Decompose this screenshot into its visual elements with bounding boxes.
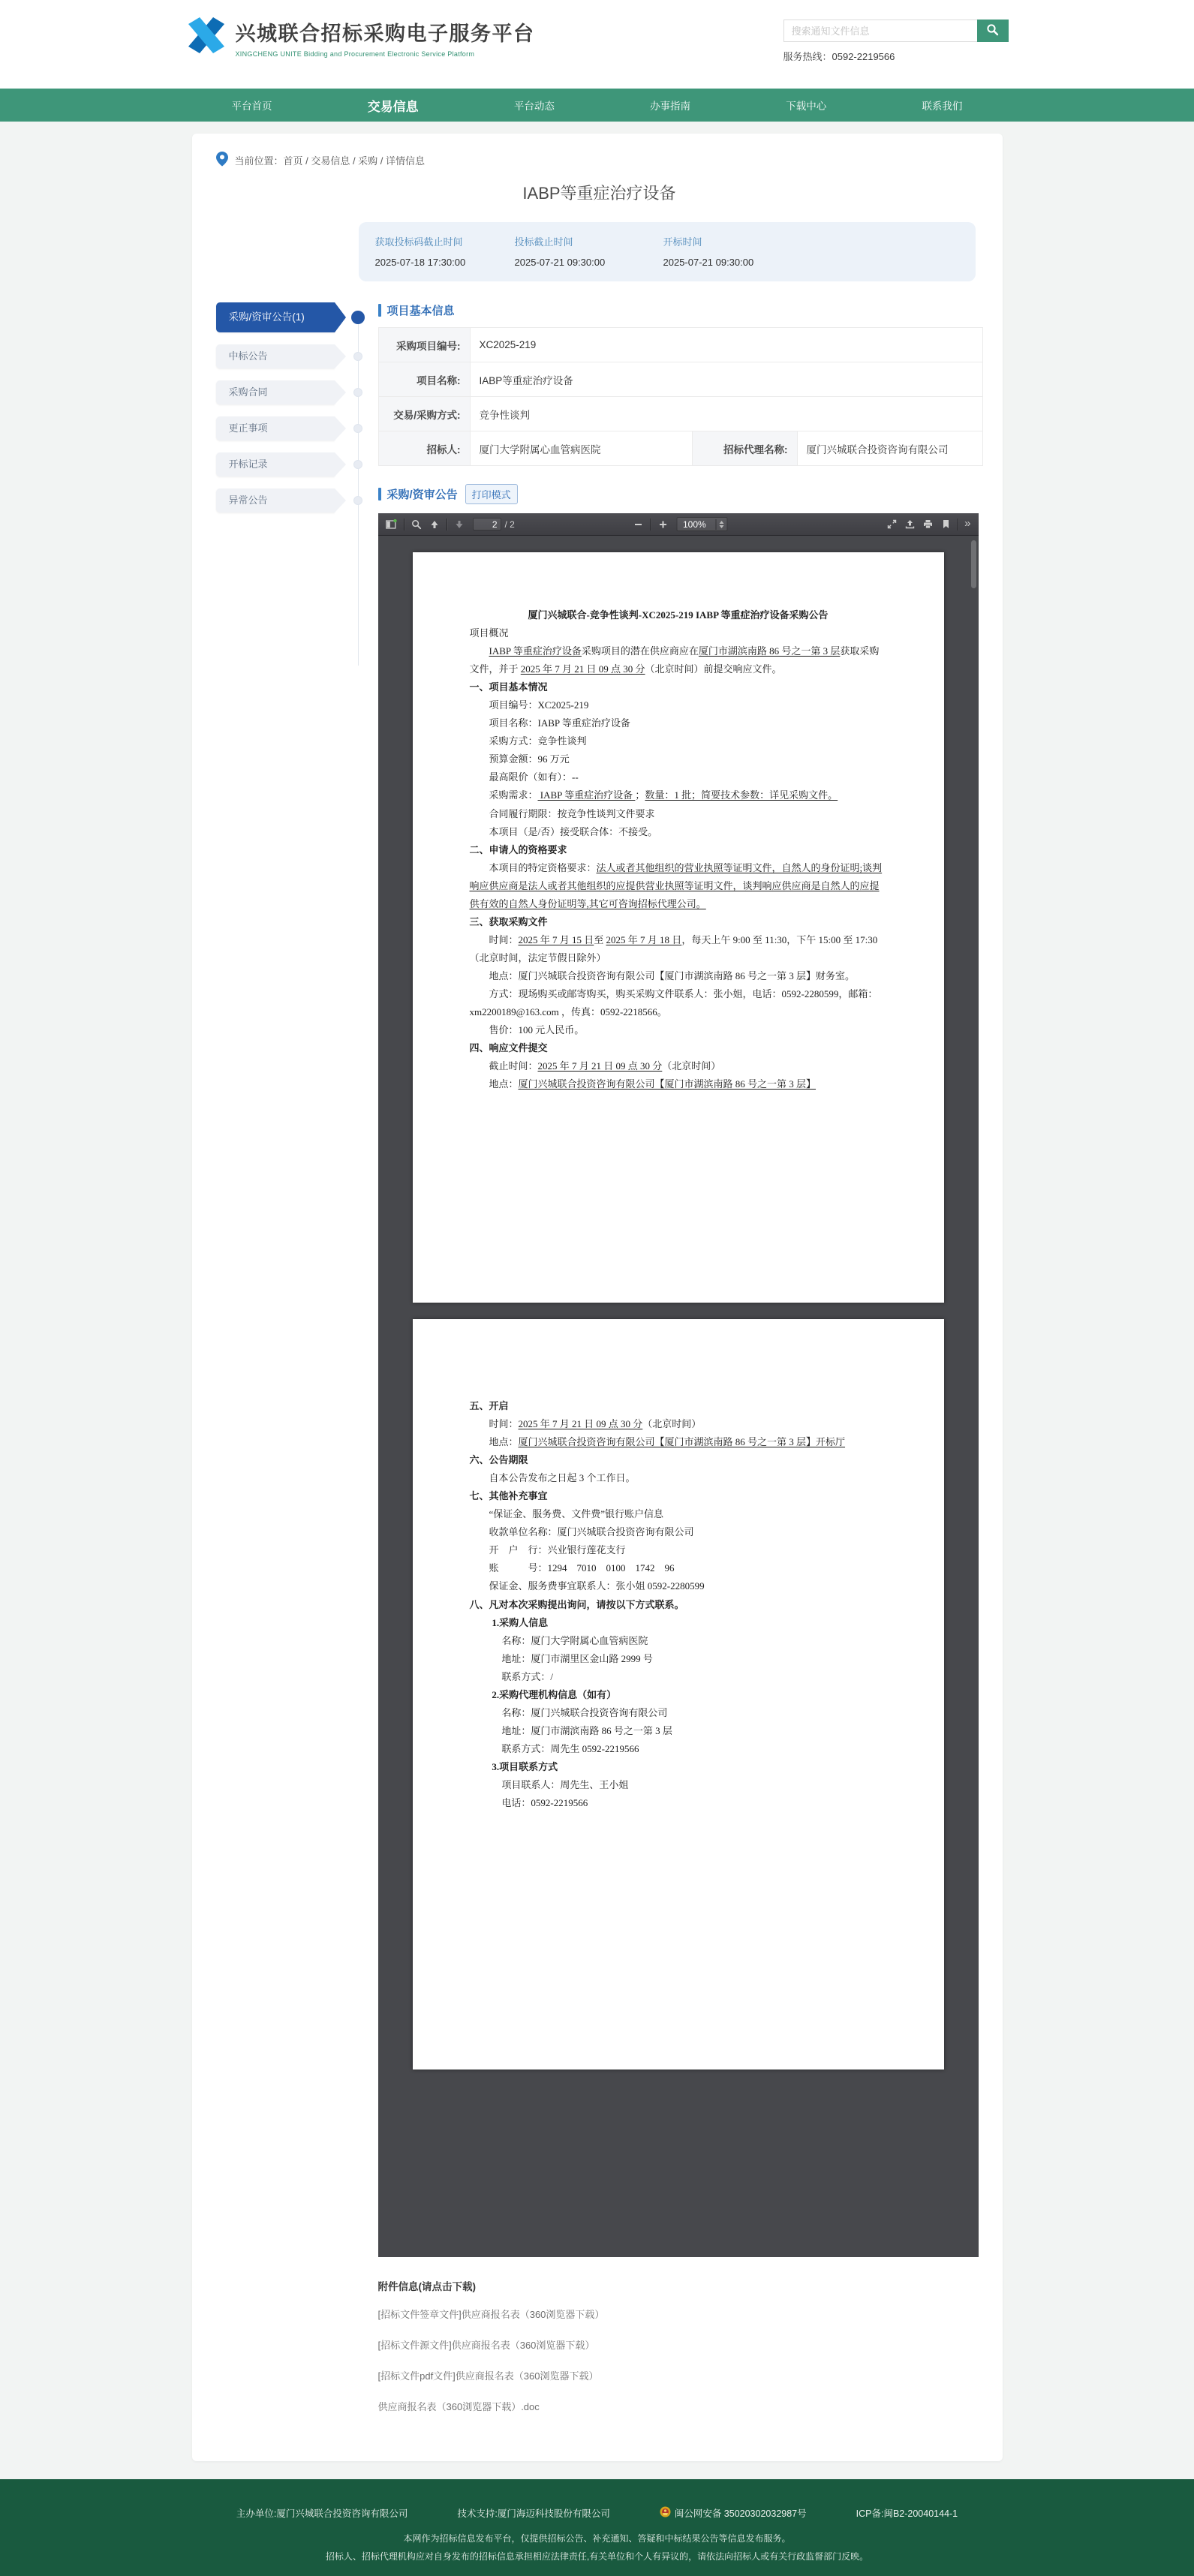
section-bar [378, 304, 381, 317]
agency-value: 厦门兴城联合投资咨询有限公司 [797, 431, 982, 466]
footer-sponsor: 主办单位:厦门兴城联合投资咨询有限公司 [236, 2508, 408, 2519]
nav-item-2[interactable]: 平台动态 [513, 101, 555, 112]
pdf-page-1: 厦门兴城联合-竞争性谈判-XC2025-219 IABP 等重症治疗设备采购公告 项目概况 IABP 等重症治疗设备采购项目的潜在供应商应在厦门市湖滨南路 86 号之一第 3 层获取采购文件，并于 2025 年 7 月 21 日 09 点 30 分（北京时间）前提交响应文件。 一、项目基本情况 项目编号：XC2025-219 项目名称：IABP 等重症治疗设备 采购方式：竞争性谈判 预算金额：96 万元 最高限价（如有）：-- 采购需求： IABP 等重症治疗设备 ；数量：1 批；简要技术参数：详见采购文件。 合同履行期限：按竞争性谈判文件要求 本项目（是/否）接受联合体：不接受。 二、申请人的资格要求 本项目的特定资格要求：法人或者其他组织的营业执照等证明文件，自然人的身份证明;谈判响应供应商是法人或者其他组织的应提供营业执照等证明文件，谈判响应供应商是自然人的应提供有效的自然人身份证明等,其它可咨询招标代理公司。 三、获取采购文件 时间：2025 年 7 月 15 日至 2025 年 7 月 18 日，每天上午 9:00 至 11:30，下午 15:00 至 17:30（北京时间，法定节假日除外） 地点：厦门兴城联合投资咨询有限公司【厦门市湖滨南路 86 号之一第 3 层】财务室。 方式：现场购买或邮寄购买，购买采购文件联系人：张小姐，电话：0592-2280599，邮箱：xm2200189@163.com ，传真：0592-2218566。 售价：100 元人民币。 四、响应文件提交 截止时间：2025 年 7 月 21 日 09 点 30 分（北京时间） 地点：厦门兴城联合投资咨询有限公司【厦门市湖滨南路 86 号之一第 3 层】 [413, 552, 944, 1303]
deadline-label: 投标截止时间 [514, 236, 573, 248]
search-input[interactable] [783, 20, 977, 42]
zoom-spinner-arrows [715, 519, 726, 530]
page-number-input[interactable] [473, 518, 501, 531]
purchase-method-value: 竞争性谈判 [470, 397, 982, 431]
sidebar-item-0[interactable]: 采购/资审公告(1) [216, 302, 335, 332]
footer [0, 2479, 1194, 2576]
search-button[interactable] [977, 20, 1009, 42]
location-pin-icon [216, 152, 228, 169]
sidebar-row-2 [216, 380, 366, 404]
timeline-dot [353, 460, 362, 469]
pdf-viewer [378, 513, 979, 2257]
sidebar-row-4 [216, 452, 366, 476]
main-nav-list [188, 89, 1006, 122]
nav-item-5[interactable]: 联系我们 [922, 101, 963, 112]
public-security-badge-icon [660, 2506, 671, 2520]
platform-subtitle: XINGCHENG UNITE Bidding and Procurement Electronic Service Platform [235, 50, 475, 58]
attachment-link-3[interactable]: 供应商报名表（360浏览器下载）.doc [377, 2401, 540, 2412]
table-row [378, 362, 982, 397]
project-no-value: XC2025-219 [470, 328, 982, 362]
attachment-link-1[interactable]: [招标文件源文件]供应商报名表（360浏览器下载） [377, 2340, 595, 2351]
attachments-title: 附件信息(请点击下载) [377, 2281, 476, 2292]
footer-icp[interactable]: ICP备:闽B2-20040144-1 [856, 2508, 958, 2519]
sidebar-row-0 [216, 302, 366, 332]
nav-item-0[interactable]: 平台首页 [231, 101, 272, 112]
agency-label: 招标代理名称: [692, 431, 797, 466]
deadline-label: 开标时间 [663, 236, 702, 248]
toolbar-separator [404, 519, 405, 531]
pdf-content-area [378, 536, 979, 2257]
sidebar [216, 301, 366, 2430]
sidebar-item-1[interactable]: 中标公告 [216, 344, 335, 368]
deadline-column-1 [515, 234, 663, 268]
table-row [378, 397, 982, 431]
section-bar [378, 488, 381, 500]
logo[interactable] [186, 15, 535, 59]
deadline-value: 2025-07-21 09:30:00 [514, 257, 606, 268]
sidebar-row-3 [216, 416, 366, 440]
table-row [378, 431, 982, 466]
attachment-link-2[interactable]: [招标文件pdf文件]供应商报名表（360浏览器下载） [377, 2370, 599, 2382]
pdf-page-2: 五、开启 时间：2025 年 7 月 21 日 09 点 30 分（北京时间） 地点：厦门兴城联合投资咨询有限公司【厦门市湖滨南路 86 号之一第 3 层】开标厅 六、公告期限 自本公告发布之日起 3 个工作日。 七、其他补充事宜 “保证金、服务费、文件费”银行账户信息 收款单位名称：厦门兴城联合投资咨询有限公司 开 户 行：兴业银行莲花支行 账 号：1294 7010 0100 1742 96 保证金、服务费事宜联系人：张小姐 0592-2280599 八、凡对本次采购提出询问，请按以下方式联系。 1.采购人信息 名称：厦门大学附属心血管病医院 地址：厦门市湖里区金山路 2999 号 联系方式：/ 2.采购代理机构信息（如有） 名称：厦门兴城联合投资咨询有限公司 地址：厦门市湖滨南路 86 号之一第 3 层 联系方式：周先生 0592-2219566 3.项目联系方式 项目联系人：周先生、王小姐 电话：0592-2219566 [413, 1319, 944, 2070]
pdf-pages [378, 552, 979, 2070]
sidebar-list [216, 302, 366, 512]
basic-info-table [378, 327, 983, 466]
tenderee-value: 厦门大学附属心血管病医院 [470, 431, 692, 466]
timeline-dot [353, 496, 362, 505]
timeline-dot [351, 311, 365, 324]
sidebar-row-5 [216, 488, 366, 512]
zoom-out-button[interactable] [629, 516, 647, 533]
section-title-announcement: 采购/资审公告 [386, 488, 458, 501]
logo-x-icon [186, 15, 227, 59]
section-title-basic-info: 项目基本信息 [386, 305, 455, 317]
project-name-label: 项目名称: [378, 362, 470, 397]
print-icon[interactable] [919, 516, 937, 533]
bookmark-icon[interactable] [937, 516, 955, 533]
top-header [0, 0, 1194, 89]
sidebar-row-1 [216, 344, 366, 368]
previous-page-button[interactable] [426, 516, 444, 533]
pdf-scrollbar[interactable] [971, 540, 976, 588]
project-no-label: 采购项目编号: [378, 328, 470, 362]
toolbar-more-button[interactable]: » [964, 517, 971, 530]
nav-item-1[interactable]: 交易信息 [367, 99, 419, 114]
content-card [192, 134, 1003, 2461]
deadline-label: 获取投标码截止时间 [374, 236, 463, 248]
sidebar-item-5[interactable]: 异常公告 [216, 488, 335, 512]
nav-item-3[interactable]: 办事指南 [650, 101, 691, 112]
timeline-dot [353, 352, 362, 361]
sidebar-item-3[interactable]: 更正事项 [216, 416, 335, 440]
purchase-method-label: 交易/采购方式: [378, 397, 470, 431]
pdf-toolbar [378, 513, 979, 536]
footer-security-record[interactable]: 闽公网安备 35020302032987号 [674, 2508, 807, 2519]
platform-title: 兴城联合招标采购电子服务平台 [235, 22, 535, 45]
deadline-info-box [359, 222, 976, 281]
table-row [378, 328, 982, 362]
deadline-value: 2025-07-18 17:30:00 [374, 257, 466, 268]
service-hotline: 服务热线：0592-2219566 [783, 51, 895, 62]
main-nav [0, 89, 1194, 122]
next-page-button[interactable] [450, 516, 468, 533]
attachment-link-0[interactable]: [招标文件签章文件]供应商报名表（360浏览器下载） [377, 2309, 605, 2320]
attachments-list [378, 2307, 983, 2413]
footer-note-2: 招标人、招标代理机构应对自身发布的招标信息承担相应法律责任,有关单位和个人有异议的，请依法向招标人或有关行政监督部门反映。 [325, 2551, 869, 2562]
toggle-sidebar-button[interactable] [383, 516, 401, 533]
toolbar-separator [650, 519, 651, 531]
print-mode-button[interactable]: 打印模式 [465, 484, 518, 504]
presentation-mode-button[interactable] [883, 516, 901, 533]
timeline-dot [353, 388, 362, 397]
timeline-dot [353, 424, 362, 433]
deadline-column-2 [663, 234, 754, 268]
open-file-button[interactable] [901, 516, 919, 533]
search-icon [986, 23, 999, 38]
tenderee-label: 招标人: [378, 431, 470, 466]
main-content [378, 301, 983, 2430]
zoom-select[interactable]: 100% [676, 517, 727, 531]
deadline-column-0 [375, 234, 515, 268]
breadcrumb[interactable]: 当前位置：首页 / 交易信息 / 采购 / 详情信息 [216, 152, 983, 169]
deadline-value: 2025-07-21 09:30:00 [663, 257, 754, 268]
footer-note-1: 本网作为招标信息发布平台，仅提供招标公告、补充通知、答疑和中标结果公告等信息发布服务。 [403, 2533, 791, 2544]
zoom-in-button[interactable] [654, 516, 672, 533]
attachments-section [378, 2278, 983, 2413]
nav-item-4[interactable]: 下载中心 [786, 101, 827, 112]
page-count-label: / 2 [504, 519, 515, 530]
page-title: IABP等重症治疗设备 [522, 184, 676, 203]
sidebar-item-4[interactable]: 开标记录 [216, 452, 335, 476]
find-icon[interactable] [408, 516, 426, 533]
sidebar-item-2[interactable]: 采购合同 [216, 380, 335, 404]
footer-tech-support: 技术支持:厦门海迈科技股份有限公司 [457, 2508, 610, 2519]
project-name-value: IABP等重症治疗设备 [470, 362, 982, 397]
